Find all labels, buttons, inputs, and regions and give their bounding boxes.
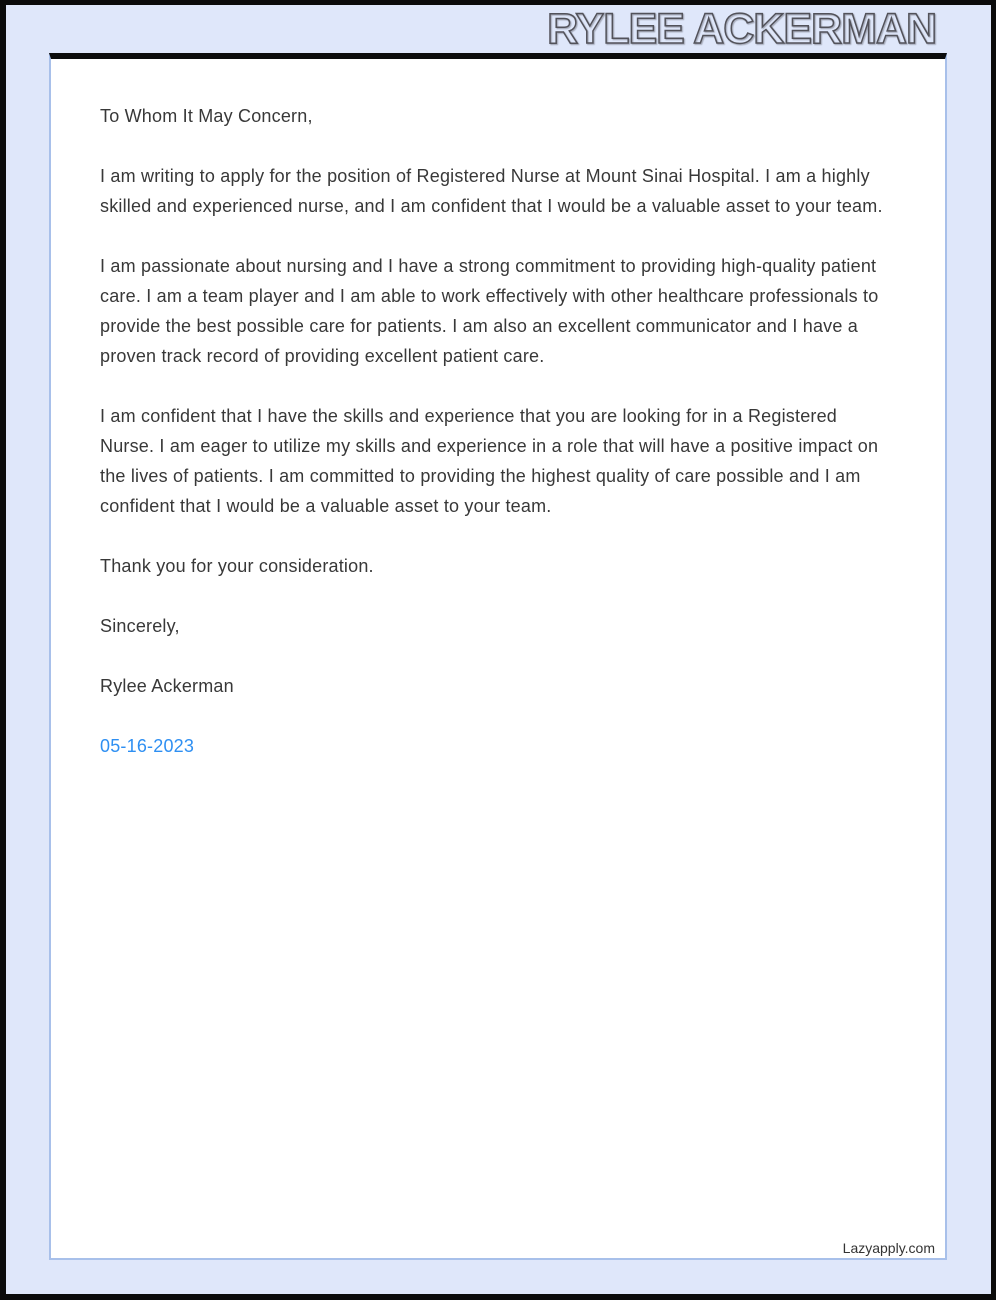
letter-body xyxy=(51,59,945,1240)
letter-page xyxy=(49,53,947,1260)
candidate-name-header: RYLEE ACKERMAN xyxy=(547,5,936,53)
letter-paragraph: I am writing to apply for the position of Registered Nurse at Mount Sinai Hospital. I am a highly skilled and experienced nurse, and I am confident that I would be a valuable asset to your team. xyxy=(100,166,883,216)
letter-paragraph: I am passionate about nursing and I have a strong commitment to providing high-quality patient care. I am a team player and I am able to work effectively with other healthcare professionals to provide the best possible care for patients. I am also an excellent communicator and I have a proven track record of providing excellent patient care. xyxy=(100,256,879,366)
letter-paragraph: I am confident that I have the skills and experience that you are looking for in a Registered Nurse. I am eager to utilize my skills and experience in a role that will have a positive impact on the lives of patients. I am committed to providing the highest quality of care possible and I am confident that I would be a valuable asset to your team. xyxy=(100,406,879,516)
document-header xyxy=(6,5,991,53)
thanks-line: Thank you for your consideration. xyxy=(100,556,374,576)
letter-date: 05-16-2023 xyxy=(100,736,195,756)
document-canvas xyxy=(6,5,991,1294)
lazyapply-branding: Lazyapply.com xyxy=(842,1240,935,1256)
closing-line: Sincerely, xyxy=(100,616,180,636)
salutation: To Whom It May Concern, xyxy=(100,106,313,126)
signature-name: Rylee Ackerman xyxy=(100,676,234,696)
